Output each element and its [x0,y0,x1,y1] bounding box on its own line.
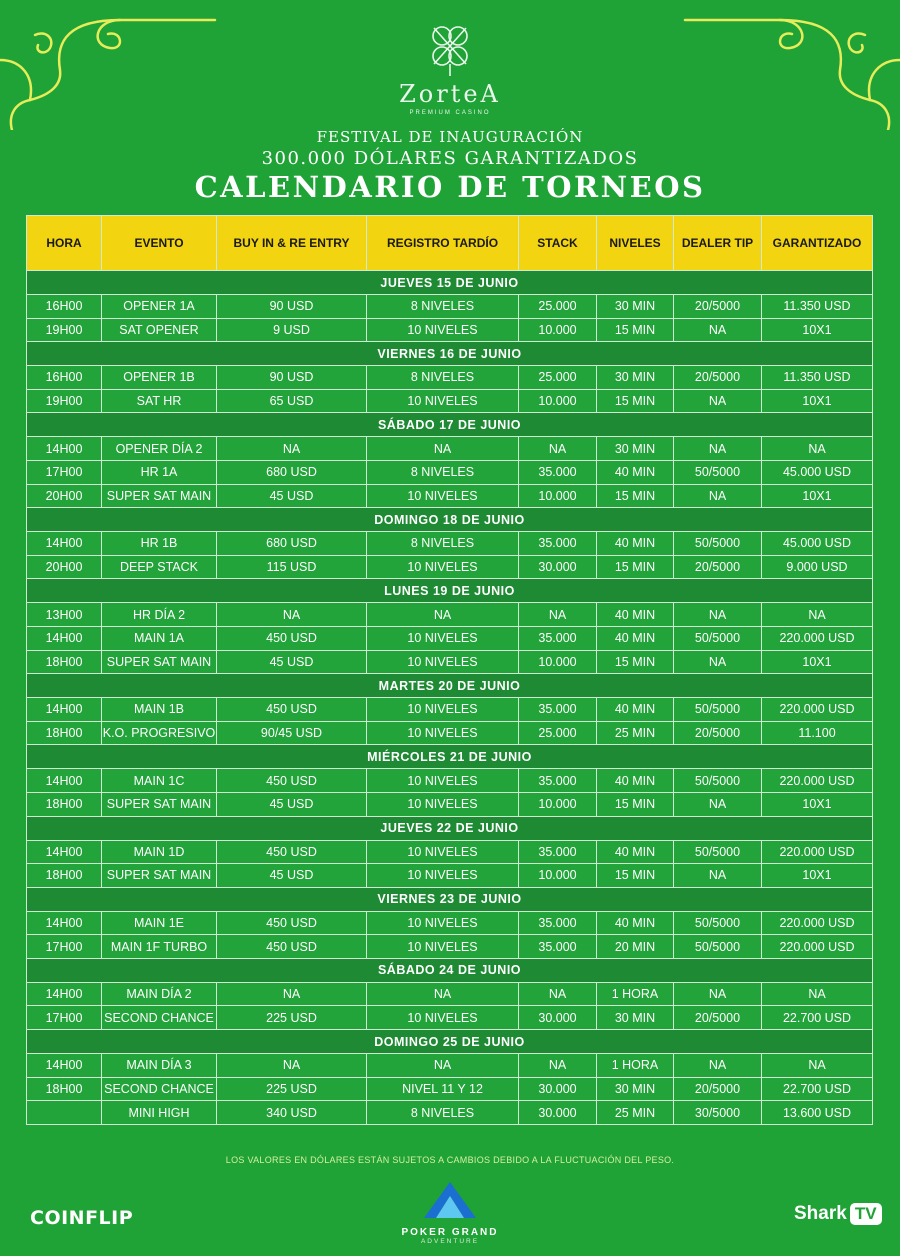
registro-cell: 10 NIVELES [367,626,519,650]
event-row [27,555,873,579]
buy-in-cell: 450 USD [217,935,367,959]
dealer-tip-cell: 20/5000 [674,555,762,579]
niveles-cell: 30 MIN [597,1006,674,1030]
buy-in-cell: 90 USD [217,295,367,319]
disclaimer-footnote: LOS VALORES EN DÓLARES ESTÁN SUJETOS A CAMBIOS DEBIDO A LA FLUCTUACIÓN DEL PESO. [225,1155,675,1165]
pga-title: POKER GRAND [401,1227,499,1238]
garantizado-cell: 10X1 [762,389,873,413]
evento-cell: OPENER 1B [102,366,217,390]
garantizado-cell: 10X1 [762,484,873,508]
buy-in-cell: NA [217,982,367,1006]
buy-in-cell: NA [217,1054,367,1078]
registro-cell: NA [367,1054,519,1078]
event-row [27,982,873,1006]
day-label: VIERNES 23 DE JUNIO [27,887,873,911]
hora-cell: 14H00 [27,532,102,556]
buy-in-cell: 225 USD [217,1006,367,1030]
niveles-cell: 25 MIN [597,721,674,745]
registro-cell: 10 NIVELES [367,911,519,935]
niveles-cell: 1 HORA [597,1054,674,1078]
evento-cell: SAT OPENER [102,318,217,342]
event-row [27,721,873,745]
evento-cell: MAIN DÍA 3 [102,1054,217,1078]
garantizado-cell: 10X1 [762,792,873,816]
evento-cell: SUPER SAT MAIN [102,650,217,674]
registro-cell: NIVEL 11 Y 12 [367,1077,519,1101]
event-row [27,460,873,484]
niveles-cell: 40 MIN [597,840,674,864]
stack-cell: 25.000 [519,366,597,390]
hora-cell: 14H00 [27,698,102,722]
evento-cell: K.O. PROGRESIVO [102,721,217,745]
buy-in-cell: 90/45 USD [217,721,367,745]
evento-cell: HR 1A [102,460,217,484]
buy-in-cell: 680 USD [217,532,367,556]
hora-cell: 20H00 [27,484,102,508]
stack-cell: 10.000 [519,318,597,342]
day-header-row [27,958,873,982]
garantizado-cell: 13.600 USD [762,1101,873,1125]
event-row [27,1006,873,1030]
evento-cell: SECOND CHANCE [102,1077,217,1101]
dealer-tip-cell: 20/5000 [674,366,762,390]
evento-cell: MINI HIGH [102,1101,217,1125]
evento-cell: MAIN 1C [102,769,217,793]
buy-in-cell: 450 USD [217,840,367,864]
evento-cell: MAIN 1D [102,840,217,864]
registro-cell: 10 NIVELES [367,389,519,413]
event-row [27,935,873,959]
event-row [27,1054,873,1078]
niveles-cell: 15 MIN [597,389,674,413]
stack-cell: 10.000 [519,864,597,888]
col-header-buy-in: BUY IN & RE ENTRY [217,216,367,271]
buy-in-cell: 45 USD [217,484,367,508]
garantizado-cell: NA [762,603,873,627]
dealer-tip-cell: NA [674,484,762,508]
hora-cell: 18H00 [27,864,102,888]
registro-cell: 10 NIVELES [367,721,519,745]
stack-cell: 30.000 [519,555,597,579]
dealer-tip-cell: NA [674,437,762,461]
page-title: CALENDARIO DE TORNEOS [194,170,706,204]
garantizado-cell: 11.100 [762,721,873,745]
col-header-stack: STACK [519,216,597,271]
col-header-dealer-tip: DEALER TIP [674,216,762,271]
event-row [27,295,873,319]
garantizado-cell: 9.000 USD [762,555,873,579]
dealer-tip-cell: 20/5000 [674,721,762,745]
hora-cell: 18H00 [27,650,102,674]
hora-cell: 14H00 [27,626,102,650]
garantizado-cell: 45.000 USD [762,532,873,556]
day-header-row [27,745,873,769]
registro-cell: 10 NIVELES [367,698,519,722]
event-row [27,532,873,556]
stack-cell: 25.000 [519,721,597,745]
evento-cell: DEEP STACK [102,555,217,579]
dealer-tip-cell: 50/5000 [674,840,762,864]
event-row [27,911,873,935]
hora-cell: 14H00 [27,911,102,935]
evento-cell: HR 1B [102,532,217,556]
event-row [27,626,873,650]
event-row [27,484,873,508]
registro-cell: 10 NIVELES [367,864,519,888]
hora-cell: 14H00 [27,769,102,793]
dealer-tip-cell: 50/5000 [674,769,762,793]
day-header-row [27,887,873,911]
guarantee-title: 300.000 DÓLARES GARANTIZADOS [261,148,639,169]
pga-triangle-icon [420,1180,480,1220]
evento-cell: SUPER SAT MAIN [102,864,217,888]
hora-cell: 18H00 [27,1077,102,1101]
registro-cell: NA [367,437,519,461]
registro-cell: 10 NIVELES [367,769,519,793]
registro-cell: 10 NIVELES [367,840,519,864]
dealer-tip-cell: NA [674,864,762,888]
buy-in-cell: 450 USD [217,769,367,793]
garantizado-cell: 220.000 USD [762,626,873,650]
hora-cell: 14H00 [27,437,102,461]
hora-cell: 14H00 [27,982,102,1006]
registro-cell: 8 NIVELES [367,1101,519,1125]
dealer-tip-cell: 50/5000 [674,911,762,935]
buy-in-cell: 9 USD [217,318,367,342]
niveles-cell: 15 MIN [597,792,674,816]
registro-cell: NA [367,603,519,627]
hora-cell [27,1101,102,1125]
niveles-cell: 40 MIN [597,698,674,722]
stack-cell: 35.000 [519,840,597,864]
evento-cell: OPENER 1A [102,295,217,319]
buy-in-cell: 450 USD [217,698,367,722]
niveles-cell: 15 MIN [597,318,674,342]
stack-cell: 35.000 [519,532,597,556]
festival-title: FESTIVAL DE INAUGURACIÓN [316,128,584,146]
stack-cell: 10.000 [519,484,597,508]
day-label: VIERNES 16 DE JUNIO [27,342,873,366]
dealer-tip-cell: 50/5000 [674,935,762,959]
day-label: DOMINGO 18 DE JUNIO [27,508,873,532]
niveles-cell: 25 MIN [597,1101,674,1125]
dealer-tip-cell: 20/5000 [674,1006,762,1030]
registro-cell: 8 NIVELES [367,532,519,556]
evento-cell: SAT HR [102,389,217,413]
stack-cell: 35.000 [519,769,597,793]
buy-in-cell: 450 USD [217,626,367,650]
event-row [27,650,873,674]
hora-cell: 19H00 [27,318,102,342]
hora-cell: 17H00 [27,460,102,484]
day-label: SÁBADO 17 DE JUNIO [27,413,873,437]
niveles-cell: 40 MIN [597,460,674,484]
evento-cell: SUPER SAT MAIN [102,484,217,508]
buy-in-cell: NA [217,603,367,627]
table-header-row [27,216,873,271]
niveles-cell: 40 MIN [597,626,674,650]
dealer-tip-cell: 30/5000 [674,1101,762,1125]
buy-in-cell: NA [217,437,367,461]
garantizado-cell: NA [762,1054,873,1078]
day-header-row [27,816,873,840]
event-row [27,1077,873,1101]
dealer-tip-cell: NA [674,1054,762,1078]
event-row [27,389,873,413]
niveles-cell: 40 MIN [597,532,674,556]
stack-cell: NA [519,982,597,1006]
garantizado-cell: 220.000 USD [762,840,873,864]
registro-cell: 10 NIVELES [367,1006,519,1030]
evento-cell: OPENER DÍA 2 [102,437,217,461]
garantizado-cell: 45.000 USD [762,460,873,484]
schedule-body [27,271,873,1125]
buy-in-cell: 45 USD [217,650,367,674]
niveles-cell: 30 MIN [597,295,674,319]
day-header-row [27,1030,873,1054]
registro-cell: 10 NIVELES [367,555,519,579]
col-header-niveles: NIVELES [597,216,674,271]
garantizado-cell: 10X1 [762,650,873,674]
buy-in-cell: 680 USD [217,460,367,484]
buy-in-cell: 115 USD [217,555,367,579]
registro-cell: 10 NIVELES [367,792,519,816]
dealer-tip-cell: NA [674,603,762,627]
day-header-row [27,271,873,295]
dealer-tip-cell: 50/5000 [674,698,762,722]
event-row [27,792,873,816]
dealer-tip-cell: NA [674,792,762,816]
stack-cell: 35.000 [519,698,597,722]
evento-cell: MAIN 1A [102,626,217,650]
event-row [27,603,873,627]
garantizado-cell: 22.700 USD [762,1077,873,1101]
evento-cell: MAIN 1B [102,698,217,722]
col-header-registro: REGISTRO TARDÍO [367,216,519,271]
day-label: SÁBADO 24 DE JUNIO [27,958,873,982]
evento-cell: HR DÍA 2 [102,603,217,627]
hora-cell: 16H00 [27,366,102,390]
col-header-garantizado: GARANTIZADO [762,216,873,271]
evento-cell: SUPER SAT MAIN [102,792,217,816]
hora-cell: 18H00 [27,792,102,816]
poker-grand-adventure-logo [380,1180,520,1245]
hora-cell: 14H00 [27,1054,102,1078]
garantizado-cell: 220.000 USD [762,911,873,935]
garantizado-cell: NA [762,982,873,1006]
niveles-cell: 20 MIN [597,935,674,959]
stack-cell: 10.000 [519,389,597,413]
hora-cell: 17H00 [27,1006,102,1030]
niveles-cell: 40 MIN [597,603,674,627]
niveles-cell: 40 MIN [597,769,674,793]
day-header-row [27,674,873,698]
hora-cell: 13H00 [27,603,102,627]
registro-cell: 10 NIVELES [367,484,519,508]
dealer-tip-cell: NA [674,650,762,674]
evento-cell: SECOND CHANCE [102,1006,217,1030]
evento-cell: MAIN DÍA 2 [102,982,217,1006]
event-row [27,366,873,390]
tv-badge: TV [850,1203,882,1225]
registro-cell: 10 NIVELES [367,650,519,674]
stack-cell: 10.000 [519,792,597,816]
buy-in-cell: 45 USD [217,792,367,816]
garantizado-cell: 11.350 USD [762,366,873,390]
event-row [27,698,873,722]
hora-cell: 14H00 [27,840,102,864]
shark-tv-logo [794,1203,882,1225]
niveles-cell: 15 MIN [597,555,674,579]
hora-cell: 20H00 [27,555,102,579]
niveles-cell: 30 MIN [597,366,674,390]
dealer-tip-cell: NA [674,389,762,413]
event-row [27,318,873,342]
garantizado-cell: 22.700 USD [762,1006,873,1030]
brand-tagline: PREMIUM CASINO [409,110,491,116]
garantizado-cell: 11.350 USD [762,295,873,319]
event-row [27,864,873,888]
event-row [27,437,873,461]
event-row [27,769,873,793]
tournament-schedule-table [26,215,873,1125]
buy-in-cell: 45 USD [217,864,367,888]
hora-cell: 16H00 [27,295,102,319]
stack-cell: 25.000 [519,295,597,319]
shark-text: Shark [794,1203,847,1224]
clover-logo-icon [420,18,480,78]
garantizado-cell: 220.000 USD [762,769,873,793]
garantizado-cell: 220.000 USD [762,935,873,959]
buy-in-cell: 225 USD [217,1077,367,1101]
stack-cell: NA [519,1054,597,1078]
brand-name: ZorteA [399,80,501,108]
pga-subtitle: ADVENTURE [420,1238,480,1245]
day-label: DOMINGO 25 DE JUNIO [27,1030,873,1054]
dealer-tip-cell: NA [674,982,762,1006]
day-header-row [27,413,873,437]
stack-cell: 35.000 [519,626,597,650]
garantizado-cell: 10X1 [762,318,873,342]
dealer-tip-cell: NA [674,318,762,342]
buy-in-cell: 65 USD [217,389,367,413]
event-row [27,1101,873,1125]
dealer-tip-cell: 20/5000 [674,1077,762,1101]
registro-cell: 8 NIVELES [367,460,519,484]
garantizado-cell: 10X1 [762,864,873,888]
stack-cell: 30.000 [519,1101,597,1125]
niveles-cell: 40 MIN [597,911,674,935]
hora-cell: 17H00 [27,935,102,959]
garantizado-cell: NA [762,437,873,461]
registro-cell: 8 NIVELES [367,295,519,319]
niveles-cell: 30 MIN [597,1077,674,1101]
stack-cell: 35.000 [519,911,597,935]
registro-cell: 10 NIVELES [367,318,519,342]
col-header-evento: EVENTO [102,216,217,271]
buy-in-cell: 340 USD [217,1101,367,1125]
col-header-hora: HORA [27,216,102,271]
evento-cell: MAIN 1E [102,911,217,935]
dealer-tip-cell: 50/5000 [674,460,762,484]
stack-cell: 30.000 [519,1006,597,1030]
day-header-row [27,508,873,532]
stack-cell: 35.000 [519,460,597,484]
stack-cell: 30.000 [519,1077,597,1101]
dealer-tip-cell: 50/5000 [674,626,762,650]
stack-cell: 35.000 [519,935,597,959]
garantizado-cell: 220.000 USD [762,698,873,722]
day-label: MARTES 20 DE JUNIO [27,674,873,698]
registro-cell: NA [367,982,519,1006]
registro-cell: 10 NIVELES [367,935,519,959]
niveles-cell: 15 MIN [597,864,674,888]
niveles-cell: 15 MIN [597,484,674,508]
day-label: JUEVES 15 DE JUNIO [27,271,873,295]
stack-cell: NA [519,603,597,627]
day-label: MIÉRCOLES 21 DE JUNIO [27,745,873,769]
hora-cell: 19H00 [27,389,102,413]
day-label: LUNES 19 DE JUNIO [27,579,873,603]
evento-cell: MAIN 1F TURBO [102,935,217,959]
event-row [27,840,873,864]
buy-in-cell: 90 USD [217,366,367,390]
day-label: JUEVES 22 DE JUNIO [27,816,873,840]
stack-cell: NA [519,437,597,461]
coinflip-logo: COINFLIP [30,1207,134,1229]
registro-cell: 8 NIVELES [367,366,519,390]
dealer-tip-cell: 50/5000 [674,532,762,556]
niveles-cell: 15 MIN [597,650,674,674]
stack-cell: 10.000 [519,650,597,674]
hora-cell: 18H00 [27,721,102,745]
day-header-row [27,579,873,603]
headline [0,128,900,204]
zortea-logo [0,18,900,116]
day-header-row [27,342,873,366]
buy-in-cell: 450 USD [217,911,367,935]
niveles-cell: 1 HORA [597,982,674,1006]
niveles-cell: 30 MIN [597,437,674,461]
dealer-tip-cell: 20/5000 [674,295,762,319]
